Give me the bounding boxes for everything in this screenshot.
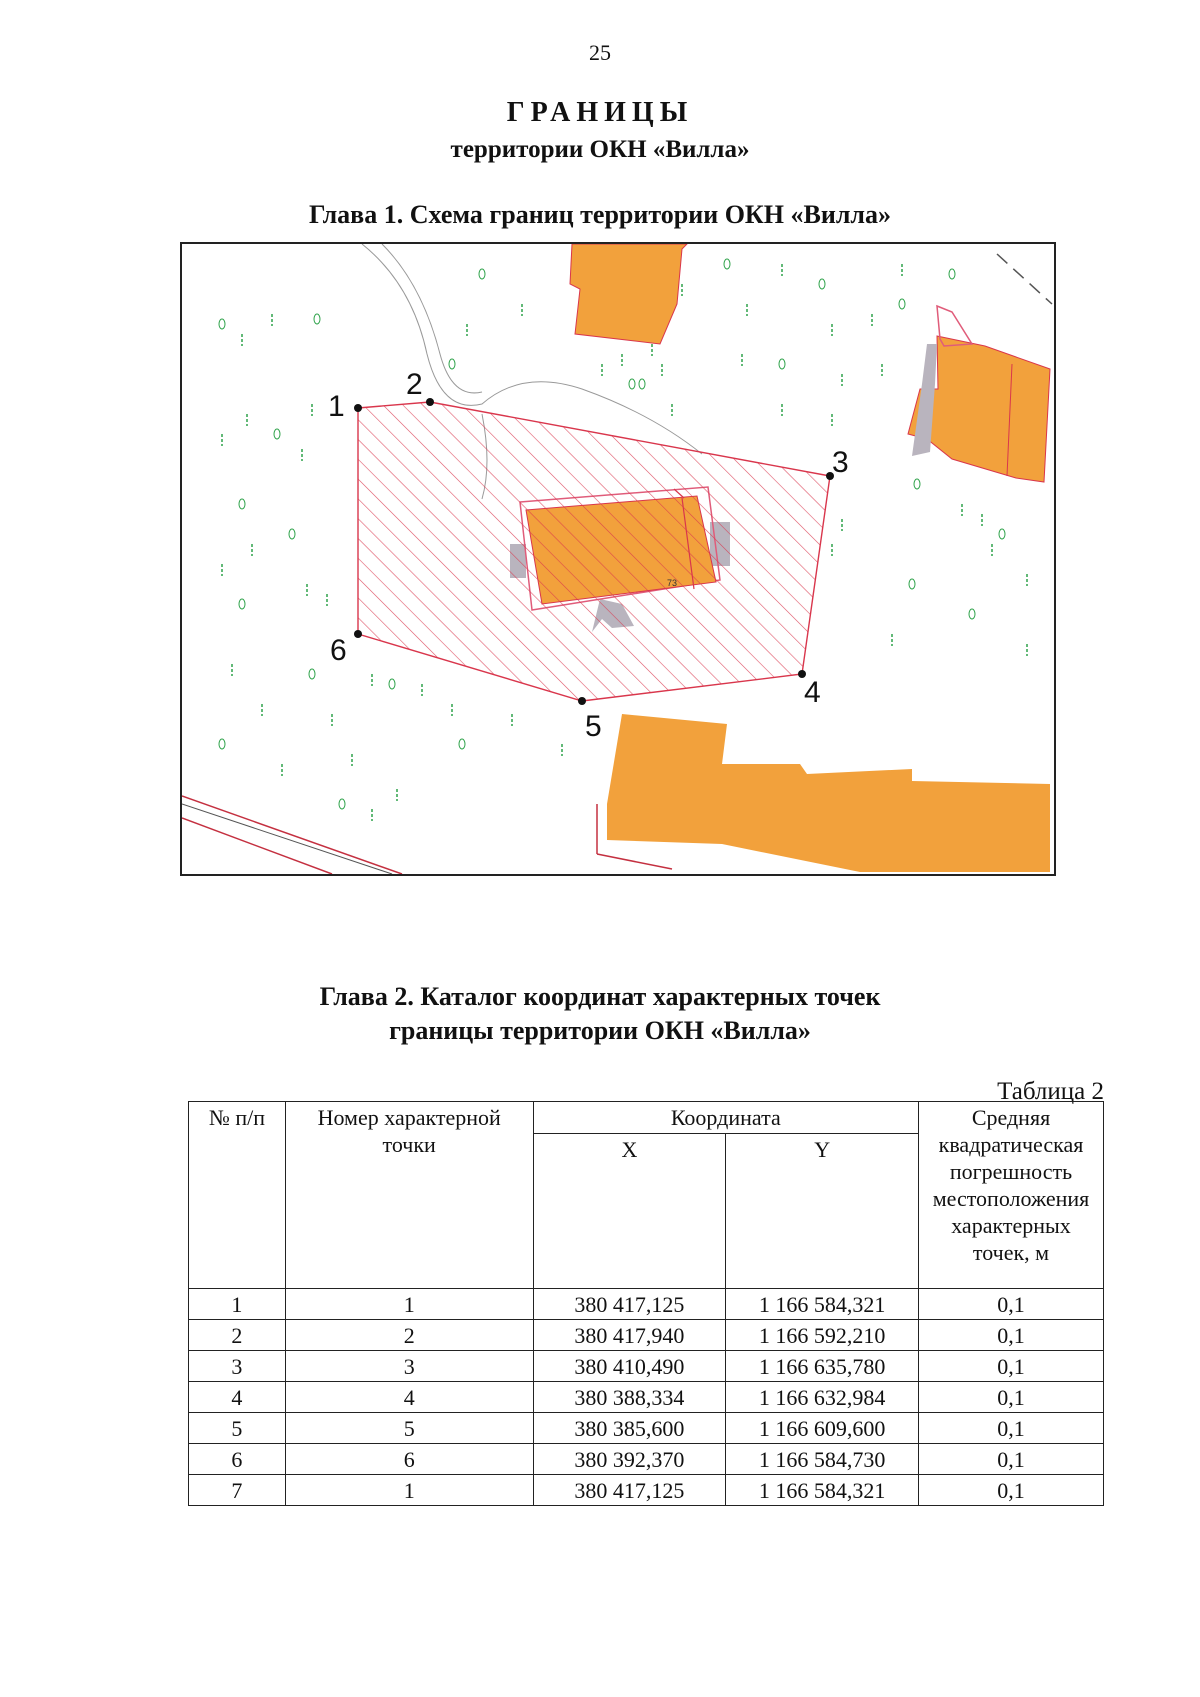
table-row xyxy=(189,1289,1104,1320)
chapter-2-title xyxy=(0,980,1200,1048)
tree-mark xyxy=(314,314,320,324)
tree-mark xyxy=(219,319,225,329)
cell-y: 1 166 609,600 xyxy=(726,1413,919,1444)
cell-number: 1 xyxy=(189,1289,286,1320)
cell-number: 7 xyxy=(189,1475,286,1506)
tree-mark xyxy=(479,269,485,279)
table-row xyxy=(189,1351,1104,1382)
header-coordinate: Координата xyxy=(533,1102,918,1134)
boundary-point-2 xyxy=(426,398,434,406)
cell-y: 1 166 584,321 xyxy=(726,1475,919,1506)
cell-x: 380 417,940 xyxy=(533,1320,726,1351)
tree-mark xyxy=(819,279,825,289)
cell-number: 5 xyxy=(189,1413,286,1444)
cell-error: 0,1 xyxy=(919,1413,1104,1444)
tree-mark xyxy=(239,499,245,509)
tree-mark xyxy=(389,679,395,689)
cell-y: 1 166 635,780 xyxy=(726,1351,919,1382)
tree-mark xyxy=(639,379,645,389)
tree-mark xyxy=(969,609,975,619)
chapter-2-title-line-2: границы территории ОКН «Вилла» xyxy=(389,1016,811,1045)
cell-error: 0,1 xyxy=(919,1475,1104,1506)
cell-error: 0,1 xyxy=(919,1320,1104,1351)
header-point-number: Номер характерной точки xyxy=(285,1102,533,1289)
tree-mark xyxy=(339,799,345,809)
tree-mark xyxy=(274,429,280,439)
point-label-2: 2 xyxy=(406,368,423,401)
cell-x: 380 388,334 xyxy=(533,1382,726,1413)
cell-error: 0,1 xyxy=(919,1289,1104,1320)
cell-x: 380 410,490 xyxy=(533,1351,726,1382)
document-title: ГРАНИЦЫ xyxy=(506,97,694,128)
territory-boundary xyxy=(358,402,830,701)
cell-x: 380 417,125 xyxy=(533,1289,726,1320)
tree-mark xyxy=(724,259,730,269)
tree-mark xyxy=(949,269,955,279)
tree-mark xyxy=(309,669,315,679)
road-lines xyxy=(182,796,672,874)
cell-number: 2 xyxy=(189,1320,286,1351)
tree-mark xyxy=(914,479,920,489)
cell-point: 1 xyxy=(285,1475,533,1506)
table-row xyxy=(189,1382,1104,1413)
table-row xyxy=(189,1413,1104,1444)
boundary-point-5 xyxy=(578,697,586,705)
tree-mark xyxy=(629,379,635,389)
cell-x: 380 392,370 xyxy=(533,1444,726,1475)
boundary-scheme-map xyxy=(180,242,1056,876)
dashed-line xyxy=(997,254,1052,304)
tree-mark xyxy=(219,739,225,749)
cell-point: 2 xyxy=(285,1320,533,1351)
cell-point: 4 xyxy=(285,1382,533,1413)
header-y: Y xyxy=(726,1134,919,1289)
header-error: Средняя квадратическая погрешность местоположения характерных точек, м xyxy=(919,1102,1104,1289)
tree-mark xyxy=(999,529,1005,539)
point-label-1: 1 xyxy=(328,390,345,423)
header-number: № п/п xyxy=(189,1102,286,1289)
table-row xyxy=(189,1444,1104,1475)
cell-number: 3 xyxy=(189,1351,286,1382)
boundary-point-6 xyxy=(354,630,362,638)
boundary-point-1 xyxy=(354,404,362,412)
point-label-5: 5 xyxy=(585,710,602,743)
road-edge xyxy=(182,804,392,874)
chapter-2-title-line-1: Глава 2. Каталог координат характерных точек xyxy=(319,982,881,1011)
page-number: 25 xyxy=(589,40,611,65)
tree-mark xyxy=(899,299,905,309)
chapter-1-title: Глава 1. Схема границ территории ОКН «Вилла» xyxy=(308,200,891,229)
table-row xyxy=(189,1320,1104,1351)
coordinates-table xyxy=(188,1101,1104,1506)
point-label-4: 4 xyxy=(804,676,821,709)
tree-mark xyxy=(459,739,465,749)
cell-y: 1 166 592,210 xyxy=(726,1320,919,1351)
table-label: Таблица 2 xyxy=(997,1078,1104,1105)
cell-x: 380 385,600 xyxy=(533,1413,726,1444)
cell-point: 5 xyxy=(285,1413,533,1444)
cell-point: 3 xyxy=(285,1351,533,1382)
tree-mark xyxy=(779,359,785,369)
point-label-6: 6 xyxy=(330,634,347,667)
tree-mark xyxy=(449,359,455,369)
cell-error: 0,1 xyxy=(919,1382,1104,1413)
cell-point: 6 xyxy=(285,1444,533,1475)
tree-mark xyxy=(239,599,245,609)
table-row xyxy=(189,1475,1104,1506)
cell-y: 1 166 584,321 xyxy=(726,1289,919,1320)
cell-x: 380 417,125 xyxy=(533,1475,726,1506)
tree-mark xyxy=(289,529,295,539)
document-subtitle: территории ОКН «Вилла» xyxy=(450,136,750,163)
cell-error: 0,1 xyxy=(919,1351,1104,1382)
cell-point: 1 xyxy=(285,1289,533,1320)
cell-error: 0,1 xyxy=(919,1444,1104,1475)
cell-y: 1 166 584,730 xyxy=(726,1444,919,1475)
point-label-3: 3 xyxy=(832,446,849,479)
cell-number: 4 xyxy=(189,1382,286,1413)
cell-y: 1 166 632,984 xyxy=(726,1382,919,1413)
header-x: X xyxy=(533,1134,726,1289)
tree-mark xyxy=(909,579,915,589)
cell-number: 6 xyxy=(189,1444,286,1475)
